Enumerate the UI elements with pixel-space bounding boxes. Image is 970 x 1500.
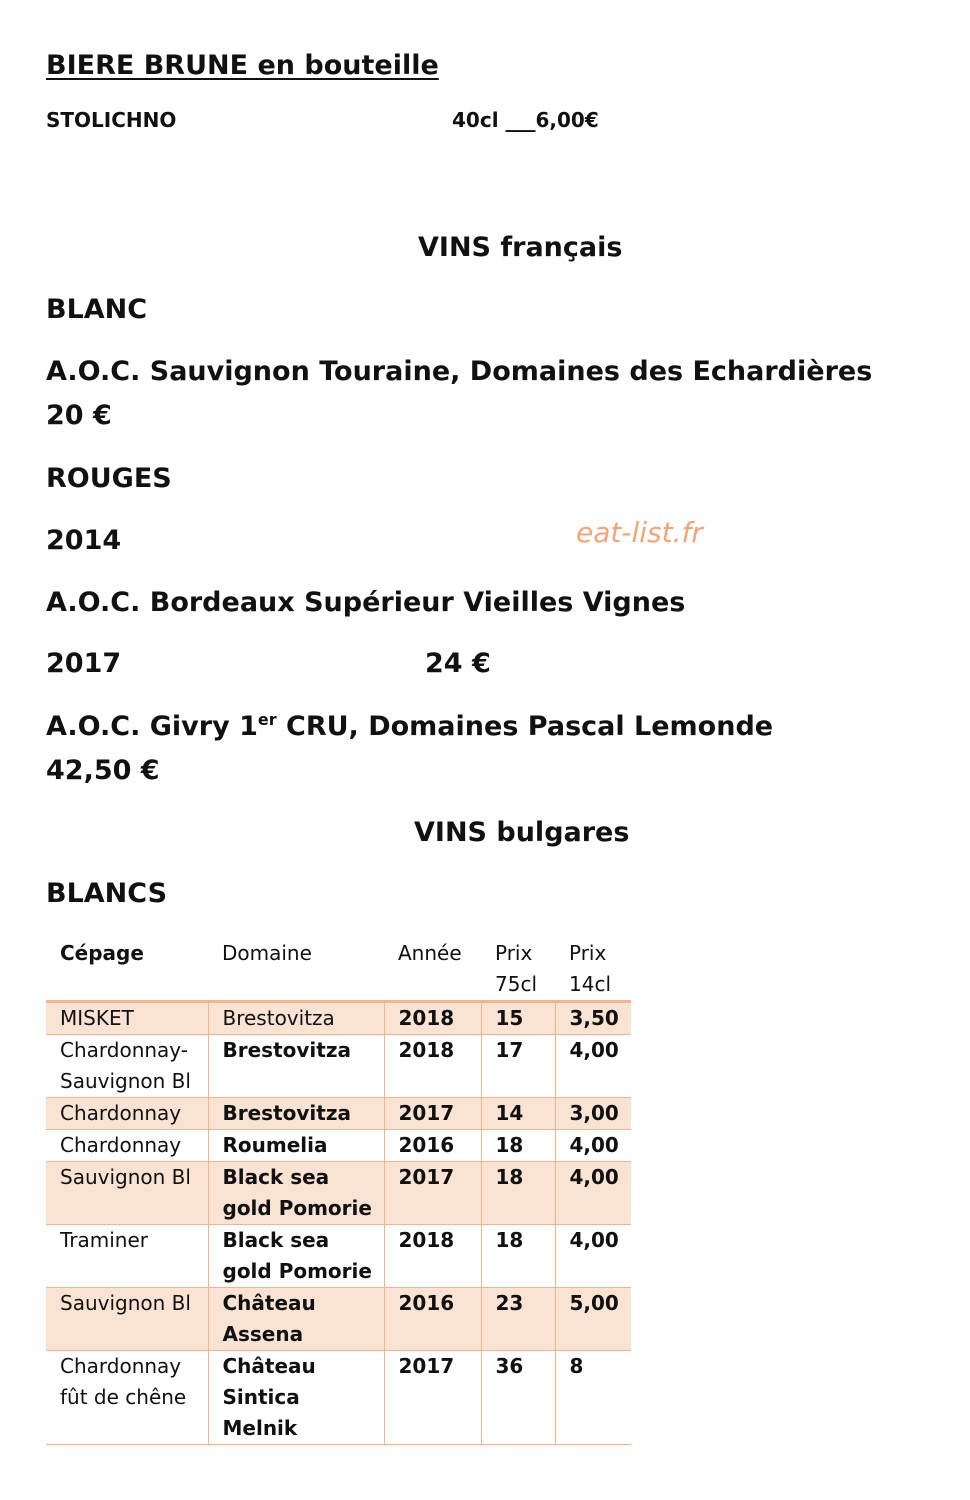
french-wines-heading: VINS français (418, 232, 623, 263)
cell-prix-75cl-line: 23 (495, 1291, 524, 1315)
cell-prix-75cl (481, 1351, 555, 1445)
cell-annee (384, 1162, 481, 1225)
blanc-wine-price: 20 € (46, 400, 112, 431)
cell-prix-75cl-line: 15 (495, 1006, 524, 1030)
beer-section-title: BIERE BRUNE en bouteille (46, 50, 439, 81)
table-row (46, 1002, 631, 1035)
cell-prix-14cl-line: 4,00 (569, 1133, 619, 1157)
cell-annee-line: 2018 (398, 1038, 455, 1062)
cell-annee-line: 2017 (398, 1354, 455, 1378)
cell-domaine-line: Brestovitza (222, 1038, 351, 1062)
cell-domaine (208, 1162, 384, 1225)
cell-domaine-line: Roumelia (222, 1133, 328, 1157)
cell-cepage-line: MISKET (60, 1006, 134, 1030)
cell-cepage (46, 1351, 208, 1445)
cell-prix-14cl-line: 4,00 (569, 1228, 619, 1252)
cell-prix-75cl (481, 1225, 555, 1288)
cell-annee-line: 2016 (398, 1133, 455, 1157)
cell-domaine (208, 1098, 384, 1130)
cell-prix-75cl-line: 18 (495, 1133, 524, 1157)
header-domaine: Domaine (208, 935, 384, 1002)
cell-prix-14cl (555, 1288, 631, 1351)
blanc-wine-name: A.O.C. Sauvignon Touraine, Domaines des Echardières (46, 356, 873, 387)
beer-item-price: 40cl ___6,00€ (452, 108, 599, 132)
cell-prix-14cl (555, 1098, 631, 1130)
cell-cepage-line: Traminer (60, 1228, 148, 1252)
cell-prix-75cl (481, 1098, 555, 1130)
cell-cepage (46, 1002, 208, 1035)
cell-cepage-line: Sauvignon Bl (60, 1069, 191, 1093)
cell-domaine-line: Sintica (222, 1385, 300, 1409)
cell-domaine (208, 1351, 384, 1445)
watermark: eat-list.fr (576, 516, 703, 549)
cell-annee (384, 1002, 481, 1035)
cell-annee (384, 1035, 481, 1098)
cell-cepage (46, 1098, 208, 1130)
cell-cepage-line: fût de chêne (60, 1385, 187, 1409)
table-row (46, 1098, 631, 1130)
cell-annee-line: 2018 (398, 1006, 455, 1030)
cell-domaine-line: Brestovitza (222, 1101, 351, 1125)
bordeaux-price: 24 € (425, 648, 491, 679)
header-annee: Année (384, 935, 481, 1002)
header-prix-14cl-line2: 14cl (569, 972, 612, 996)
cell-prix-75cl-line: 17 (495, 1038, 524, 1062)
beer-item-name: STOLICHNO (46, 108, 177, 132)
cell-domaine-line: Black sea (222, 1165, 330, 1189)
cell-annee (384, 1288, 481, 1351)
cell-prix-14cl-line: 5,00 (569, 1291, 619, 1315)
cell-cepage-line: Sauvignon Bl (60, 1165, 191, 1189)
header-prix-14cl (555, 935, 631, 1002)
table-header-row (46, 935, 631, 1002)
cell-prix-14cl (555, 1130, 631, 1162)
cell-cepage-line: Chardonnay- (60, 1038, 189, 1062)
header-prix-75cl-line1: Prix (495, 941, 533, 965)
cell-cepage-line: Chardonnay (60, 1354, 182, 1378)
cell-prix-75cl (481, 1288, 555, 1351)
cell-prix-75cl-line: 36 (495, 1354, 524, 1378)
cell-prix-75cl-line: 18 (495, 1165, 524, 1189)
cell-prix-14cl (555, 1162, 631, 1225)
blanc-label: BLANC (46, 294, 148, 325)
cell-domaine-line: Château (222, 1354, 316, 1378)
cell-prix-14cl-line: 4,00 (569, 1165, 619, 1189)
cell-annee-line: 2018 (398, 1228, 455, 1252)
cell-prix-14cl (555, 1002, 631, 1035)
header-cepage: Cépage (46, 935, 208, 1002)
cell-cepage-line: Chardonnay (60, 1133, 182, 1157)
rouge-year-2014: 2014 (46, 525, 122, 556)
cell-annee-line: 2017 (398, 1101, 455, 1125)
cell-domaine-line: Brestovitza (222, 1006, 335, 1030)
cell-prix-75cl (481, 1130, 555, 1162)
bulgarian-wines-table (46, 935, 631, 1445)
bordeaux-wine-name: A.O.C. Bordeaux Supérieur Vieilles Vignes (46, 587, 686, 618)
rouges-label: ROUGES (46, 463, 172, 494)
cell-prix-14cl (555, 1225, 631, 1288)
table-row (46, 1351, 631, 1445)
cell-prix-14cl-line: 3,00 (569, 1101, 619, 1125)
cell-domaine-line: gold Pomorie (222, 1196, 372, 1220)
cell-prix-14cl (555, 1351, 631, 1445)
cell-cepage-line: Chardonnay (60, 1101, 182, 1125)
table-row (46, 1162, 631, 1225)
cell-cepage (46, 1225, 208, 1288)
cell-prix-75cl (481, 1035, 555, 1098)
table-row (46, 1288, 631, 1351)
cell-annee-line: 2016 (398, 1291, 455, 1315)
cell-cepage (46, 1130, 208, 1162)
cell-prix-14cl-line: 8 (569, 1354, 584, 1378)
cell-prix-75cl-line: 18 (495, 1228, 524, 1252)
cell-domaine-line: Black sea (222, 1228, 330, 1252)
cell-domaine-line: gold Pomorie (222, 1259, 372, 1283)
givry-prefix: A.O.C. Givry 1 (46, 711, 258, 742)
cell-annee (384, 1130, 481, 1162)
header-prix-75cl (481, 935, 555, 1002)
header-prix-14cl-line1: Prix (569, 941, 607, 965)
cell-cepage (46, 1162, 208, 1225)
cell-domaine (208, 1130, 384, 1162)
cell-annee (384, 1351, 481, 1445)
cell-cepage (46, 1035, 208, 1098)
cell-prix-14cl-line: 3,50 (569, 1006, 619, 1030)
cell-prix-75cl (481, 1162, 555, 1225)
blancs-label: BLANCS (46, 878, 168, 909)
cell-domaine (208, 1035, 384, 1098)
cell-annee-line: 2017 (398, 1165, 455, 1189)
cell-prix-75cl (481, 1002, 555, 1035)
cell-domaine-line: Assena (222, 1322, 304, 1346)
table-row (46, 1035, 631, 1098)
cell-domaine (208, 1002, 384, 1035)
cell-annee (384, 1225, 481, 1288)
cell-cepage (46, 1288, 208, 1351)
cell-domaine-line: Melnik (222, 1416, 298, 1440)
givry-wine-name (46, 710, 773, 742)
table-row (46, 1225, 631, 1288)
givry-superscript: er (257, 710, 277, 729)
cell-prix-14cl-line: 4,00 (569, 1038, 619, 1062)
givry-price: 42,50 € (46, 755, 160, 786)
bordeaux-year: 2017 (46, 648, 122, 679)
cell-prix-14cl (555, 1035, 631, 1098)
cell-annee (384, 1098, 481, 1130)
cell-domaine-line: Château (222, 1291, 316, 1315)
cell-cepage-line: Sauvignon Bl (60, 1291, 191, 1315)
table-row (46, 1130, 631, 1162)
cell-domaine (208, 1288, 384, 1351)
cell-prix-75cl-line: 14 (495, 1101, 524, 1125)
givry-suffix: CRU, Domaines Pascal Lemonde (276, 711, 774, 742)
bulgarian-wines-heading: VINS bulgares (414, 817, 630, 848)
cell-domaine (208, 1225, 384, 1288)
header-prix-75cl-line2: 75cl (495, 972, 538, 996)
